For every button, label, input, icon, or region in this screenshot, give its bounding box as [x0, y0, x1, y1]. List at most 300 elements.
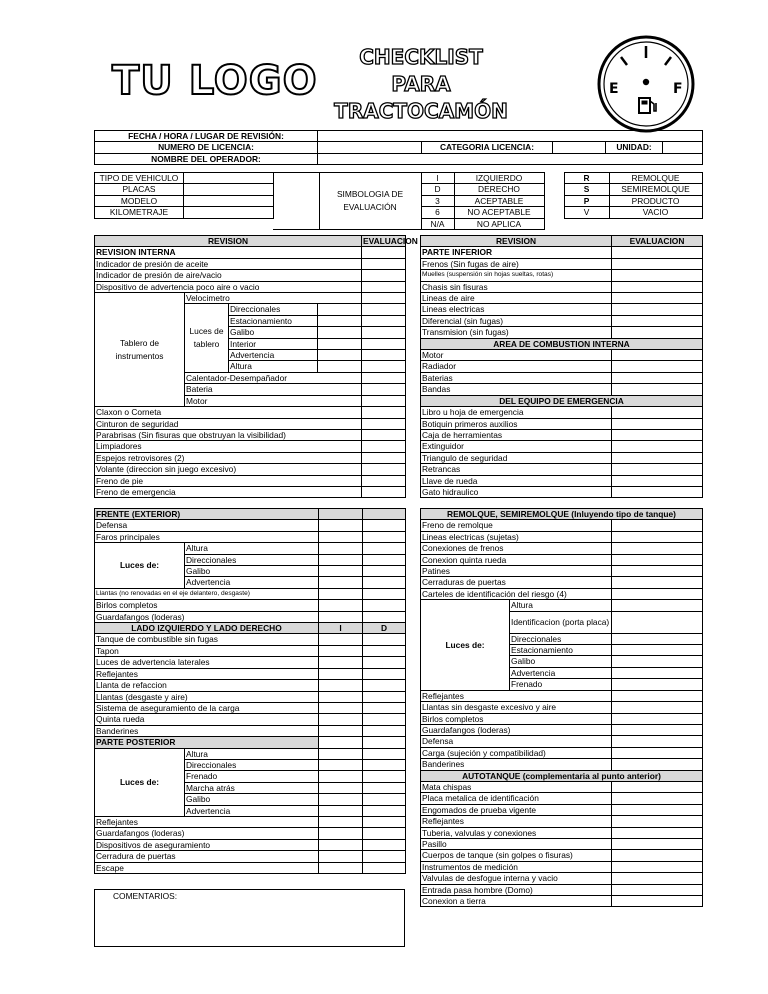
licencia-field[interactable] [318, 142, 422, 153]
code-value: IZQUIERDO [454, 173, 544, 184]
check-item: Instrumentos de medición [421, 861, 612, 872]
section-title: FRENTE (EXTERIOR) [95, 509, 319, 520]
check-item: Luces de advertencia laterales [95, 657, 319, 668]
check-item: Gato hidraulico [421, 486, 612, 497]
evaluacion-header: EVALUACION [363, 236, 418, 246]
eval-cell[interactable] [362, 315, 406, 326]
eval-cell[interactable] [319, 725, 363, 736]
check-item: Indicador de presión de aire/vacio [95, 270, 362, 281]
eval-cell[interactable] [612, 611, 703, 633]
fecha-field[interactable] [318, 131, 703, 142]
check-item: Direccionales [510, 633, 612, 644]
check-item: Reflejantes [421, 690, 612, 701]
check-item: Transmision (sin fugas) [421, 327, 612, 338]
code-key: 6 [421, 207, 454, 218]
eval-cell[interactable] [362, 258, 406, 269]
eval-cell[interactable] [612, 520, 703, 531]
code-key: 3 [421, 195, 454, 206]
eval-cell[interactable] [612, 293, 703, 304]
eval-cell[interactable] [362, 327, 406, 338]
eval-cell[interactable] [612, 713, 703, 724]
eval-cell[interactable] [319, 839, 363, 850]
eval-cell[interactable] [612, 452, 703, 463]
check-item: Muelles (suspensión sin hojas sueltas, rotas) [421, 270, 612, 281]
eval-cell[interactable] [612, 896, 703, 907]
eval-cell[interactable] [319, 611, 363, 622]
check-item: Conexion a tierra [421, 896, 612, 907]
eval-cell[interactable] [363, 851, 406, 862]
eval-cell[interactable] [363, 771, 406, 782]
eval-cell[interactable] [612, 724, 703, 735]
eval-cell[interactable] [319, 577, 363, 588]
check-item: Conexiones de frenos [421, 543, 612, 554]
eval-cell[interactable] [612, 315, 703, 326]
check-item: Valvulas de desfogue interna y vacio [421, 873, 612, 884]
eval-cell[interactable] [612, 350, 703, 361]
type-key: S [564, 184, 609, 195]
eval-cell[interactable] [319, 668, 363, 679]
check-item: Quinta rueda [95, 714, 319, 725]
eval-cell[interactable] [362, 486, 406, 497]
parte-inferior-table [420, 235, 703, 498]
eval-cell[interactable] [319, 691, 363, 702]
eval-cell[interactable] [612, 656, 703, 667]
eval-cell[interactable] [612, 645, 703, 656]
eval-cell[interactable] [363, 759, 406, 770]
check-item: Engomados de prueba vigente [421, 804, 612, 815]
eval-cell[interactable] [612, 873, 703, 884]
eval-cell[interactable] [612, 384, 703, 395]
logo-placeholder: TU LOGO [112, 58, 318, 104]
eval-cell[interactable] [612, 588, 703, 599]
code-value: NO ACEPTABLE [454, 207, 544, 218]
eval-cell[interactable] [362, 372, 406, 383]
eval-cell[interactable] [612, 600, 703, 611]
eval-cell[interactable] [612, 554, 703, 565]
check-item: Direccionales [185, 554, 319, 565]
eval-cell[interactable] [612, 861, 703, 872]
eval-cell[interactable] [319, 816, 363, 827]
eval-cell[interactable] [363, 611, 406, 622]
eval-cell[interactable] [612, 418, 703, 429]
revision-header: REVISION [95, 236, 362, 247]
revision-header: REVISION [421, 236, 612, 247]
derecho-header: D [363, 623, 406, 634]
eval-cell[interactable] [319, 566, 363, 577]
section-title: REMOLQUE, SEMIREMOLQUE (Inluyendo tipo de tanque) [421, 509, 703, 520]
check-item: Llantas (no renovadas en el eje delantero, desgaste) [95, 588, 319, 599]
eval-cell[interactable] [362, 429, 406, 440]
check-item: Identificacion (porta placa) [510, 611, 612, 633]
eval-cell[interactable] [612, 327, 703, 338]
eval-cell[interactable] [612, 736, 703, 747]
eval-cell[interactable] [362, 338, 406, 349]
eval-cell[interactable] [319, 851, 363, 862]
luces-label: Luces de: [95, 543, 185, 589]
luces-label: Luces de: [421, 600, 510, 690]
vehicle-table [94, 172, 274, 229]
eval-cell[interactable] [319, 531, 363, 542]
eval-cell[interactable] [612, 679, 703, 690]
type-key: V [564, 207, 609, 218]
check-item: Llave de rueda [421, 475, 612, 486]
eval-cell[interactable] [612, 304, 703, 315]
check-item: Galibo [510, 656, 612, 667]
check-item: Caja de herramientas [421, 429, 612, 440]
document-title [318, 44, 524, 125]
title-line: PARA [391, 72, 451, 96]
eval-cell[interactable] [319, 520, 363, 531]
code-key: D [421, 184, 454, 195]
check-item: Pasillo [421, 838, 612, 849]
tipo-field[interactable] [184, 173, 274, 184]
check-item: Mata chispas [421, 781, 612, 792]
check-item: Espejos retrovisores (2) [95, 452, 362, 463]
unidad-label: UNIDAD: [606, 142, 663, 153]
eval-cell[interactable] [612, 747, 703, 758]
eval-cell[interactable] [319, 600, 363, 611]
eval-cell[interactable] [362, 441, 406, 452]
check-item: Motor [421, 350, 612, 361]
eval-cell[interactable] [363, 714, 406, 725]
code-value: NO APLICA [454, 218, 544, 229]
check-item: Defensa [421, 736, 612, 747]
eval-cell[interactable] [319, 862, 363, 873]
eval-cell[interactable] [362, 452, 406, 463]
check-item: Bandas [421, 384, 612, 395]
check-item: Advertencia [229, 350, 318, 361]
check-item: Altura [510, 600, 612, 611]
eval-cell[interactable] [363, 828, 406, 839]
eval-cell[interactable] [363, 543, 406, 554]
gauge-empty-label: E [609, 81, 619, 97]
section-title: DEL EQUIPO DE EMERGENCIA [421, 395, 703, 406]
check-item: Retrancas [421, 464, 612, 475]
remolque-table [420, 508, 703, 907]
code-key: I [421, 173, 454, 184]
check-item: Guardafangos (loderas) [95, 611, 319, 622]
check-item: Cinturon de seguridad [95, 418, 362, 429]
check-item: Direccionales [229, 304, 318, 315]
check-item: Frenado [510, 679, 612, 690]
check-item: Advertencia [185, 577, 319, 588]
section-title: AREA DE COMBUSTION INTERNA [421, 338, 703, 349]
section-title: REVISION INTERNA [95, 247, 362, 258]
check-item: Lineas electricas [421, 304, 612, 315]
comments-label: COMENTARIOS: [113, 891, 178, 901]
eval-cell[interactable] [363, 702, 406, 713]
licencia-label: NUMERO DE LICENCIA: [95, 142, 318, 153]
eval-cell[interactable] [319, 782, 363, 793]
check-item: Chasis sin fisuras [421, 281, 612, 292]
code-key: N/A [421, 218, 454, 229]
check-item: Altura [185, 748, 319, 759]
section-title: PARTE INFERIOR [421, 247, 612, 258]
izquierdo-header: I [319, 623, 363, 634]
check-item: Calentador-Desempañador [185, 372, 362, 383]
eval-cell[interactable] [363, 566, 406, 577]
check-item: Extinguidor [421, 441, 612, 452]
check-item: Libro u hoja de emergencia [421, 407, 612, 418]
categoria-label: CATEGORIA LICENCIA: [422, 142, 553, 153]
eval-cell[interactable] [319, 680, 363, 691]
check-item: Baterias [421, 372, 612, 383]
check-item: Carga (sujeción y compatibilidad) [421, 747, 612, 758]
check-item: Tuberia, valvulas y conexiones [421, 827, 612, 838]
unidad-field[interactable] [663, 142, 703, 153]
eval-cell[interactable] [612, 531, 703, 542]
check-item: Lineas de aire [421, 293, 612, 304]
eval-cell[interactable] [363, 862, 406, 873]
check-item: Marcha atrás [185, 782, 319, 793]
fuel-gauge-icon [594, 34, 698, 134]
check-item: Cuerpos de tanque (sin golpes o fisuras) [421, 850, 612, 861]
eval-cell[interactable] [612, 816, 703, 827]
title-line: TRACTOCAMÓN [334, 99, 508, 123]
eval-cell[interactable] [612, 270, 703, 281]
eval-cell[interactable] [363, 725, 406, 736]
check-item: Dispositivos de aseguramiento [95, 839, 319, 850]
eval-cell[interactable] [363, 794, 406, 805]
check-item: Freno de emergencia [95, 486, 362, 497]
eval-cell[interactable] [363, 520, 406, 531]
check-item: Estacionamiento [229, 315, 318, 326]
check-item: Estacionamiento [510, 645, 612, 656]
eval-cell[interactable] [319, 634, 363, 645]
check-item: Placa metalica de identificación [421, 793, 612, 804]
info-table [94, 130, 703, 165]
eval-cell[interactable] [319, 657, 363, 668]
code-value: ACEPTABLE [454, 195, 544, 206]
check-item: Motor [185, 395, 362, 406]
eval-cell[interactable] [319, 588, 363, 599]
symbology-label: SIMBOLOGIA DE EVALUACIÓN [319, 173, 421, 230]
gauge-full-label: F [673, 81, 683, 97]
eval-cell[interactable] [319, 771, 363, 782]
section-title: AUTOTANQUE (complementaria al punto anterior) [421, 770, 703, 781]
eval-cell[interactable] [362, 407, 406, 418]
eval-cell[interactable] [319, 714, 363, 725]
eval-cell[interactable] [363, 691, 406, 702]
type-key: R [564, 173, 609, 184]
check-item: Velocimetro [185, 293, 362, 304]
check-item: Guardafangos (loderas) [95, 828, 319, 839]
eval-cell[interactable] [362, 361, 406, 372]
operador-label: NOMBRE DEL OPERADOR: [95, 153, 318, 164]
eval-cell[interactable] [362, 395, 406, 406]
eval-cell[interactable] [319, 748, 363, 759]
eval-cell[interactable] [612, 793, 703, 804]
evaluacion-header: EVALUACION [612, 236, 703, 247]
check-item: Tanque de combustible sin fugas [95, 634, 319, 645]
eval-cell[interactable] [363, 657, 406, 668]
check-item: Dispositivo de advertencia poco aire o vacio [95, 281, 362, 292]
eval-cell[interactable] [363, 839, 406, 850]
eval-cell[interactable] [612, 781, 703, 792]
luces-tablero-label: Luces de tablero [185, 304, 229, 372]
operador-field[interactable] [318, 153, 703, 164]
title-line: CHECKLIST [359, 45, 483, 69]
eval-cell[interactable] [363, 645, 406, 656]
tipo-label: TIPO DE VEHICULO [95, 173, 184, 184]
check-item: Llantas sin desgaste excesivo y aire [421, 702, 612, 713]
check-item: Freno de pie [95, 475, 362, 486]
placas-field[interactable] [184, 184, 274, 195]
type-value: REMOLQUE [609, 173, 702, 184]
eval-cell[interactable] [363, 531, 406, 542]
luces-label: Luces de: [95, 748, 185, 816]
eval-cell[interactable] [319, 794, 363, 805]
eval-cell[interactable] [612, 281, 703, 292]
check-item: Bateria [185, 384, 362, 395]
check-item: Galibo [229, 327, 318, 338]
fecha-label: FECHA / HORA / LUGAR DE REVISIÓN: [95, 131, 318, 142]
check-item: Banderines [421, 759, 612, 770]
eval-cell[interactable] [362, 350, 406, 361]
eval-cell[interactable] [363, 577, 406, 588]
check-item: Cerradura de puertas [95, 851, 319, 862]
check-item: Cerraduras de puertas [421, 577, 612, 588]
check-item: Faros principales [95, 531, 319, 542]
eval-cell[interactable] [363, 634, 406, 645]
eval-cell[interactable] [612, 633, 703, 644]
exterior-table [94, 508, 406, 874]
eval-cell[interactable] [363, 816, 406, 827]
eval-cell[interactable] [362, 384, 406, 395]
check-item: Birlos completos [421, 713, 612, 724]
eval-cell[interactable] [319, 805, 363, 816]
eval-cell[interactable] [612, 690, 703, 701]
eval-cell[interactable] [363, 680, 406, 691]
check-item: Tapon [95, 645, 319, 656]
check-item: Radiador [421, 361, 612, 372]
check-item: Llantas (desgaste y aire) [95, 691, 319, 702]
eval-cell[interactable] [612, 486, 703, 497]
check-item: Botiquin primeros auxilios [421, 418, 612, 429]
eval-cell[interactable] [362, 270, 406, 281]
eval-cell[interactable] [612, 543, 703, 554]
type-value: VACIO [609, 207, 702, 218]
eval-cell[interactable] [612, 667, 703, 678]
eval-cell[interactable] [612, 838, 703, 849]
placas-label: PLACAS [95, 184, 184, 195]
eval-cell[interactable] [612, 566, 703, 577]
eval-cell[interactable] [612, 827, 703, 838]
check-item: Altura [185, 543, 319, 554]
eval-cell[interactable] [362, 464, 406, 475]
eval-cell[interactable] [612, 804, 703, 815]
check-item: Patines [421, 566, 612, 577]
check-item: Galibo [185, 794, 319, 805]
eval-cell[interactable] [612, 850, 703, 861]
eval-cell[interactable] [362, 304, 406, 315]
check-item: Conexion quinta rueda [421, 554, 612, 565]
check-item: Diferencial (sin fugas) [421, 315, 612, 326]
eval-cell[interactable] [319, 828, 363, 839]
check-item: Freno de remolque [421, 520, 612, 531]
check-item: Defensa [95, 520, 319, 531]
check-item: Direccionales [185, 759, 319, 770]
check-item: Advertencia [510, 667, 612, 678]
eval-cell[interactable] [363, 748, 406, 759]
check-item: Interior [229, 338, 318, 349]
eval-cell[interactable] [319, 645, 363, 656]
section-title: PARTE POSTERIOR [95, 737, 319, 748]
check-item: Escape [95, 862, 319, 873]
check-item: Sistema de aseguramiento de la carga [95, 702, 319, 713]
eval-cell[interactable] [612, 429, 703, 440]
check-item: Reflejantes [95, 816, 319, 827]
eval-cell[interactable] [362, 293, 406, 304]
eval-cell[interactable] [362, 281, 406, 292]
type-key: P [564, 195, 609, 206]
eval-cell[interactable] [362, 475, 406, 486]
comments-box[interactable] [94, 889, 405, 947]
check-item: Frenos (Sin fugas de aire) [421, 258, 612, 269]
check-item: Lineas electricas (sujetas) [421, 531, 612, 542]
eval-cell[interactable] [363, 588, 406, 599]
eval-cell[interactable] [612, 361, 703, 372]
modelo-field[interactable] [184, 195, 274, 206]
check-item: Limpiadores [95, 441, 362, 452]
eval-cell[interactable] [363, 668, 406, 679]
check-item: Reflejantes [421, 816, 612, 827]
eval-cell[interactable] [612, 407, 703, 418]
eval-cell[interactable] [612, 577, 703, 588]
eval-cell[interactable] [363, 782, 406, 793]
type-value: SEMIREMOLQUE [609, 184, 702, 195]
type-value: PRODUCTO [609, 195, 702, 206]
check-item: Llanta de refaccion [95, 680, 319, 691]
eval-cell[interactable] [612, 372, 703, 383]
check-item: Claxon o Corneta [95, 407, 362, 418]
eval-cell[interactable] [363, 554, 406, 565]
check-item: Guardafangos (loderas) [421, 724, 612, 735]
check-item: Advertencia [185, 805, 319, 816]
section-title: LADO IZQUIERDO Y LADO DERECHO [95, 623, 319, 634]
km-field[interactable] [184, 207, 274, 218]
modelo-label: MODELO [95, 195, 184, 206]
tablero-label: Tablero de instrumentos [95, 293, 185, 407]
eval-cell[interactable] [612, 464, 703, 475]
eval-cell[interactable] [612, 258, 703, 269]
eval-cell[interactable] [612, 884, 703, 895]
eval-cell[interactable] [363, 600, 406, 611]
check-item: Galibo [185, 566, 319, 577]
code-value: DERECHO [454, 184, 544, 195]
check-item: Entrada pasa hombre (Domo) [421, 884, 612, 895]
eval-cell[interactable] [319, 543, 363, 554]
check-item: Carteles de identificación del riesgo (4) [421, 588, 612, 599]
eval-cell[interactable] [612, 759, 703, 770]
eval-cell[interactable] [363, 805, 406, 816]
check-item: Frenado [185, 771, 319, 782]
km-label: KILOMETRAJE [95, 207, 184, 218]
categoria-field[interactable] [553, 142, 606, 153]
check-item: Altura [229, 361, 318, 372]
check-item: Parabrisas (Sin fisuras que obstruyan la visibilidad) [95, 429, 362, 440]
eval-cell[interactable] [612, 441, 703, 452]
eval-cell[interactable] [319, 702, 363, 713]
eval-cell[interactable] [319, 554, 363, 565]
eval-cell[interactable] [362, 418, 406, 429]
check-item: Birlos completos [95, 600, 319, 611]
check-item: Triangulo de seguridad [421, 452, 612, 463]
eval-cell[interactable] [612, 475, 703, 486]
eval-cell[interactable] [612, 702, 703, 713]
revision-interna-table [94, 235, 418, 498]
eval-cell[interactable] [319, 759, 363, 770]
